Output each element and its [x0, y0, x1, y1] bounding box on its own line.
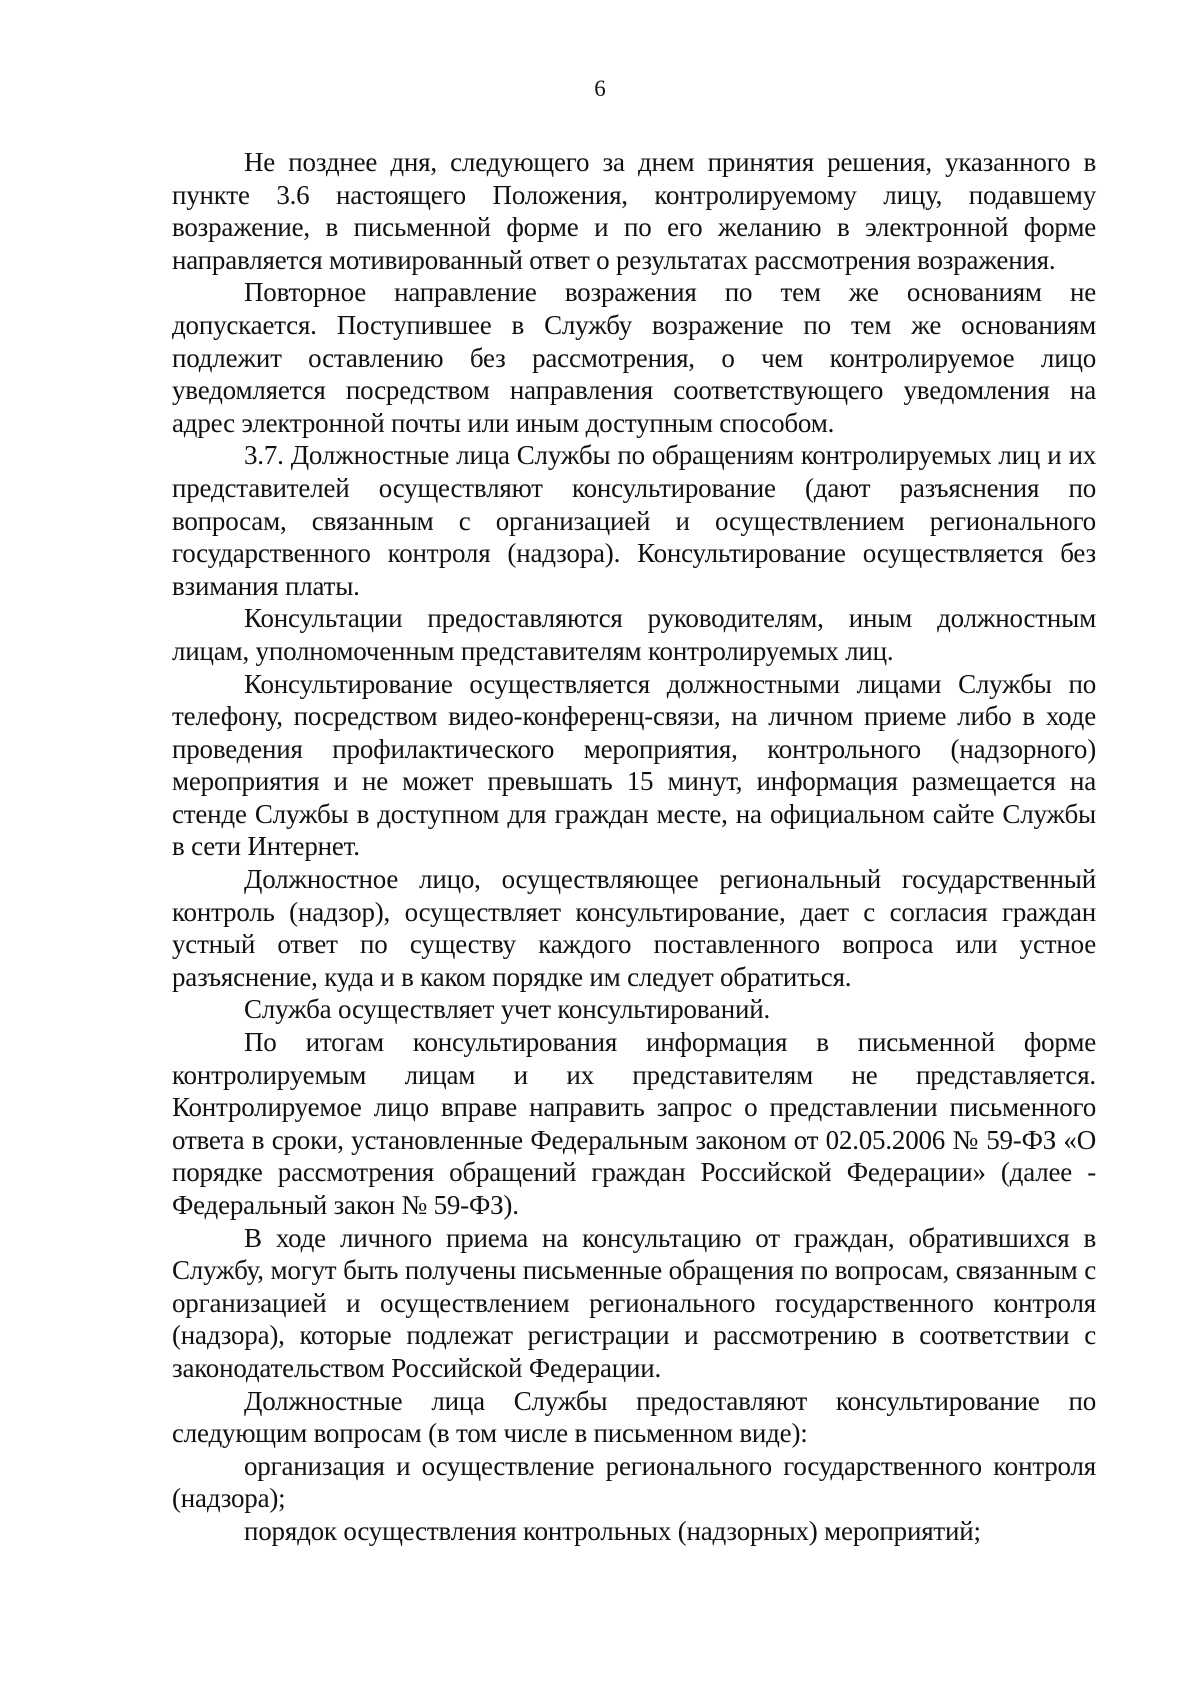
paragraph: Служба осуществляет учет консультирований.	[244, 994, 771, 1025]
paragraph: порядок осуществления контрольных (надзорных) мероприятий;	[244, 1515, 981, 1546]
paragraph: Не позднее дня, следующего за днем принятия решения, указанного в пункте 3.6 настоящего Положения, контролируемому лицу, подавшему возражение, в письменной форме и по его желанию в электронной форме направляется мотивированный ответ о результатах рассмотрения возражения.	[172, 147, 1096, 275]
paragraph: По итогам консультирования информация в письменной форме контролируемым лицам и их представителям не представляется. Контролируемое лицо вправе направить запрос о представлении письменного ответа в сроки, установленные Федеральным законом от 02.05.2006 № 59-ФЗ «О порядке рассмотрения обращений граждан Российской Федерации» (далее - Федеральный закон № 59-ФЗ).	[172, 1027, 1096, 1220]
paragraph: Должностное лицо, осуществляющее региональный государственный контроль (надзор), осуществляет консультирование, дает с согласия граждан устный ответ по существу каждого поставленного вопроса или устное разъяснение, куда и в каком порядке им следует обратиться.	[172, 864, 1096, 992]
paragraph: организация и осуществление регионального государственного контроля (надзора);	[172, 1450, 1096, 1514]
document-body	[172, 146, 1096, 1548]
paragraph: Консультирование осуществляется должностными лицами Службы по телефону, посредством видео-конференц-связи, на личном приеме либо в ходе проведения профилактического мероприятия, контрольного (надзорного) мероприятия и не может превышать 15 минут, информация размещается на стенде Службы в доступном для граждан месте, на официальном сайте Службы в сети Интернет.	[172, 668, 1096, 862]
paragraph: Повторное направление возражения по тем же основаниям не допускается. Поступившее в Службу возражение по тем же основаниям подлежит оставлению без рассмотрения, о чем контролируемое лицо уведомляется посредством направления соответствующего уведомления на адрес электронной почты или иным доступным способом.	[172, 277, 1096, 438]
paragraph: 3.7. Должностные лица Службы по обращениям контролируемых лиц и их представителей осуществляют консультирование (дают разъяснения по вопросам, связанным с организацией и осуществлением регионального государственного контроля (надзора). Консультирование осуществляется без взимания платы.	[172, 440, 1096, 601]
paragraph: Должностные лица Службы предоставляют консультирование по следующим вопросам (в том числе в письменном виде):	[172, 1385, 1096, 1449]
paragraph: Консультации предоставляются руководителям, иным должностным лицам, уполномоченным представителям контролируемых лиц.	[172, 603, 1096, 666]
paragraph: В ходе личного приема на консультацию от граждан, обратившихся в Службу, могут быть получены письменные обращения по вопросам, связанным с организацией и осуществлением регионального государственного контроля (надзора), которые подлежат регистрации и рассмотрению в соответствии с законодательством Российской Федерации.	[172, 1222, 1096, 1383]
page-number: 6	[594, 76, 606, 101]
